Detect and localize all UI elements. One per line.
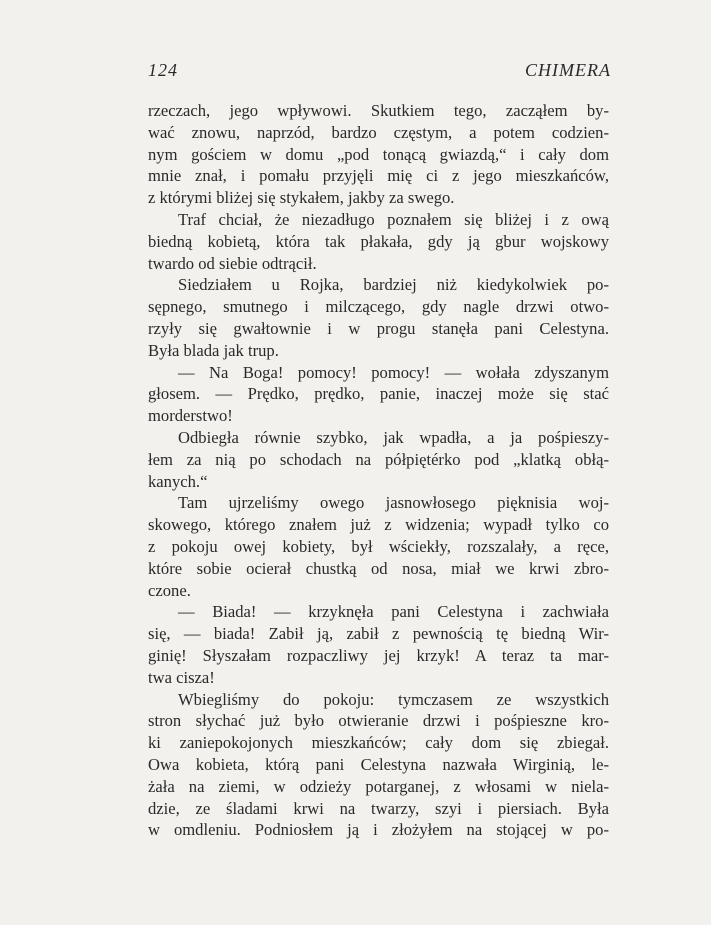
running-title: CHIMERA (525, 60, 611, 80)
text-line: mnie znał, i pomału przyjęli mię ci z jego mieszkańców, (148, 166, 609, 186)
text-line: ginię! Słyszałam rozpaczliwy jej krzyk! A teraz ta mar- (148, 645, 609, 665)
text-line: łem za nią po schodach na półpiętérko pod „klatką obłą- (148, 449, 609, 469)
text-line: Odbiegła równie szybko, jak wpadła, a ja pośpieszy- (178, 427, 609, 447)
text-line: kanych.“ (148, 471, 208, 491)
text-line: Owa kobieta, którą pani Celestyna nazwała Wirginią, le- (148, 754, 609, 774)
text-line: twa cisza! (148, 667, 215, 687)
text-line: czone. (148, 580, 191, 600)
page-number: 124 (148, 60, 178, 80)
text-line: morderstwo! (148, 406, 233, 426)
text-line: Tam ujrzeliśmy owego jasnowłosego pięknisia woj- (178, 493, 609, 513)
text-line: głosem. — Prędko, prędko, panie, inaczej może się stać (148, 384, 609, 404)
text-line: sępnego, smutnego i milczącego, gdy nagle drzwi otwo- (148, 297, 609, 317)
text-line: stron słychać już było otwieranie drzwi i pośpieszne kro- (148, 711, 609, 731)
text-line: dzie, ze śladami krwi na twarzy, szyi i piersiach. Była (148, 798, 609, 818)
text-line: żała na ziemi, w odzieży potarganej, z włosami w niela- (148, 776, 609, 796)
text-line: ki zaniepokojonych mieszkańców; cały dom się zbiegał. (148, 733, 609, 753)
text-line: Siedziałem u Rojka, bardziej niż kiedykolwiek po- (178, 275, 609, 295)
text-line: w omdleniu. Podniosłem ją i złożyłem na stojącej w po- (148, 820, 609, 840)
text-line: się, — biada! Zabił ją, zabił z pewnością tę biedną Wir- (148, 624, 609, 644)
text-line: Była blada jak trup. (148, 340, 279, 360)
text-line: które sobie ocierał chustką od nosa, miał we krwi zbro- (148, 558, 609, 578)
text-line: — Na Boga! pomocy! pomocy! — wołała zdyszanym (178, 362, 609, 382)
text-line: rzyły się gwałtownie i w progu stanęła pani Celestyna. (148, 318, 609, 338)
text-line: twardo od siebie odtrącił. (148, 253, 317, 273)
text-line: rzeczach, jego wpływowi. Skutkiem tego, zacząłem by- (148, 101, 609, 120)
text-line: skowego, którego znałem już z widzenia; wypadł tylko co (148, 515, 609, 535)
text-line: Wbiegliśmy do pokoju: tymczasem ze wszystkich (178, 689, 609, 709)
text-line: nym gościem w domu „pod tonącą gwiazdą,“ i cały dom (148, 144, 609, 164)
text-line: wać znowu, naprzód, bardzo częstym, a potem codzien- (148, 122, 609, 142)
text-line: — Biada! — krzyknęła pani Celestyna i zachwiała (178, 602, 609, 622)
text-line: z którymi bliżej się stykałem, jakby za swego. (148, 188, 455, 208)
text-line: biedną kobietą, która tak płakała, gdy ją gbur wojskowy (148, 231, 609, 251)
body-text (148, 100, 609, 841)
text-line: z pokoju owej kobiety, był wściekły, rozszalały, a ręce, (148, 536, 609, 556)
text-line: Traf chciał, że niezadługo poznałem się bliżej i z ową (178, 209, 609, 229)
